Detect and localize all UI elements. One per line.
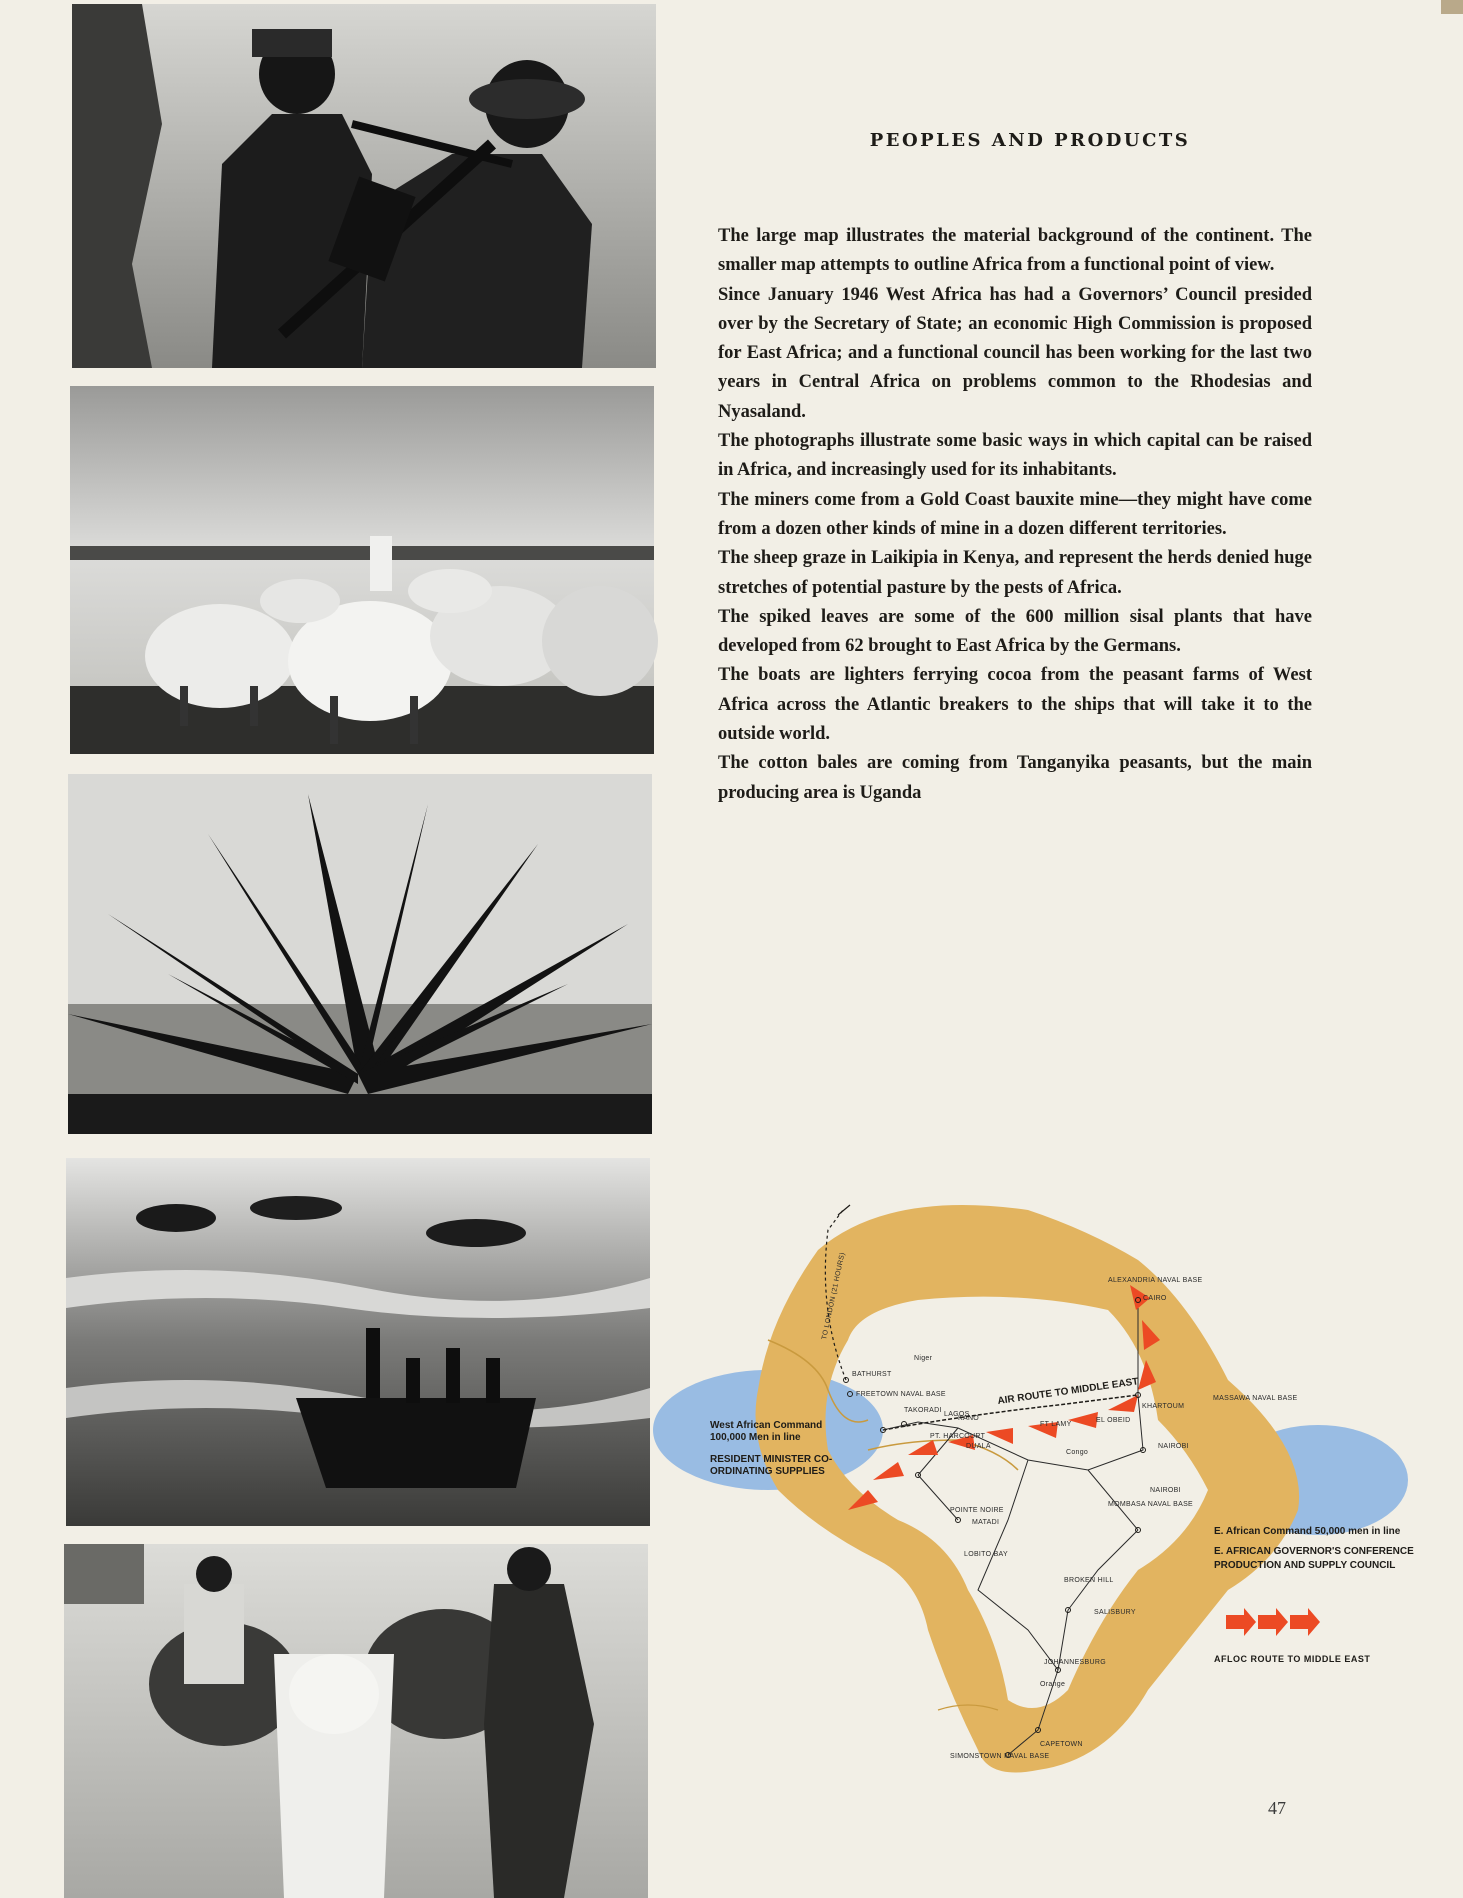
label-east-council: PRODUCTION AND SUPPLY COUNCIL bbox=[1214, 1560, 1396, 1571]
label-bathurst: BATHURST bbox=[852, 1371, 892, 1378]
label-lagos: LAGOS bbox=[944, 1411, 970, 1418]
paragraph: The miners come from a Gold Coast bauxite mine—they might have come from a dozen other kinds of mine in a dozen different territories. bbox=[718, 489, 1312, 539]
label-massawa: MASSAWA NAVAL BASE bbox=[1213, 1395, 1298, 1402]
label-afloc-legend: AFLOC ROUTE TO MIDDLE EAST bbox=[1214, 1654, 1371, 1664]
photo-boats bbox=[66, 1158, 650, 1526]
article-body bbox=[718, 222, 1312, 808]
label-mombasa: MOMBASA NAVAL BASE bbox=[1108, 1501, 1194, 1508]
label-takoradi: TAKORADI bbox=[904, 1407, 942, 1414]
paragraph: The boats are lighters ferrying cocoa from the peasant farms of West Africa across the Atlantic breakers to the ships that will take it to the outside world. bbox=[718, 665, 1312, 745]
label-east-command: E. African Command 50,000 men in line bbox=[1214, 1526, 1401, 1537]
label-niger: Niger bbox=[914, 1355, 933, 1362]
label-lobito: LOBITO BAY bbox=[964, 1551, 1008, 1558]
photo-sisal bbox=[68, 774, 652, 1134]
paragraph: The cotton bales are coming from Tanganyika peasants, but the main producing area is Uganda bbox=[718, 753, 1312, 803]
label-west-command: West African Command bbox=[710, 1420, 823, 1431]
paragraph: Since January 1946 West Africa has had a Governors’ Council presided over by the Secretary of State; an economic High Commission is proposed for East Africa; and a functional council has been working for the last two years in Central Africa on problems common to the Rhodesias and Nyasaland. bbox=[718, 284, 1312, 422]
label-duala: DUALA bbox=[966, 1443, 991, 1450]
label-freetown: FREETOWN NAVAL BASE bbox=[856, 1391, 946, 1398]
label-capetown: CAPETOWN bbox=[1040, 1741, 1083, 1748]
africa-functional-map bbox=[668, 1190, 1414, 1790]
label-congo: Congo bbox=[1066, 1449, 1089, 1456]
paragraph: The photographs illustrate some basic ways in which capital can be raised in Africa, and increasingly used for its inhabitants. bbox=[718, 431, 1312, 481]
photo-sheep bbox=[70, 386, 654, 754]
route-marker bbox=[838, 1205, 850, 1215]
label-pt-harcourt: PT. HARCOURT bbox=[930, 1433, 986, 1440]
label-west-men: 100,000 Men in line bbox=[710, 1432, 801, 1443]
label-el-obeid: EL OBEID bbox=[1096, 1417, 1131, 1424]
label-kano: KANO bbox=[958, 1415, 980, 1422]
label-ft-lamy: FT LAMY bbox=[1040, 1421, 1072, 1428]
label-pointe-noire: POINTE NOIRE bbox=[950, 1507, 1004, 1514]
label-broken-hill: BROKEN HILL bbox=[1064, 1577, 1114, 1584]
label-salisbury: SALISBURY bbox=[1094, 1609, 1136, 1616]
river-congo bbox=[868, 1440, 1018, 1470]
label-resident-minister: RESIDENT MINISTER CO- bbox=[710, 1454, 833, 1465]
photo-miners bbox=[72, 4, 656, 368]
label-matadi: MATADI bbox=[972, 1519, 1000, 1526]
label-orange: Orange bbox=[1040, 1681, 1066, 1688]
paragraph: The sheep graze in Laikipia in Kenya, and represent the herds denied huge stretches of potential pasture by the pests of Africa. bbox=[718, 548, 1312, 598]
page-heading: PEOPLES AND PRODUCTS bbox=[869, 130, 1191, 151]
label-cairo: CAIRO bbox=[1143, 1295, 1167, 1302]
label-resident-supplies: ORDINATING SUPPLIES bbox=[710, 1466, 825, 1477]
label-khartoum: KHARTOUM bbox=[1142, 1403, 1185, 1410]
label-alexandria: ALEXANDRIA NAVAL BASE bbox=[1108, 1277, 1203, 1284]
page-number: 47 bbox=[1268, 1798, 1286, 1818]
photo-cotton-bales bbox=[64, 1544, 648, 1898]
afloc-legend-arrows bbox=[1226, 1608, 1320, 1636]
paragraph: The spiked leaves are some of the 600 million sisal plants that have developed from 62 brought to East Africa by the Germans. bbox=[718, 606, 1312, 657]
label-east-conference: E. AFRICAN GOVERNOR'S CONFERENCE bbox=[1214, 1546, 1414, 1557]
label-simonstown: SIMONSTOWN NAVAL BASE bbox=[950, 1753, 1050, 1760]
label-nairobi-south: NAIROBI bbox=[1150, 1487, 1181, 1494]
label-route-london: TO LONDON (21 HOURS) bbox=[821, 1251, 847, 1341]
label-air-route: AIR ROUTE TO MIDDLE EAST bbox=[996, 1376, 1140, 1407]
label-nairobi-north: NAIROBI bbox=[1158, 1443, 1189, 1450]
page-edge bbox=[1441, 0, 1463, 14]
label-johannesburg: JOHANNESBURG bbox=[1044, 1659, 1106, 1666]
paragraph: The large map illustrates the material background of the continent. The smaller map attempts to outline Africa from a functional point of view. bbox=[718, 226, 1312, 276]
